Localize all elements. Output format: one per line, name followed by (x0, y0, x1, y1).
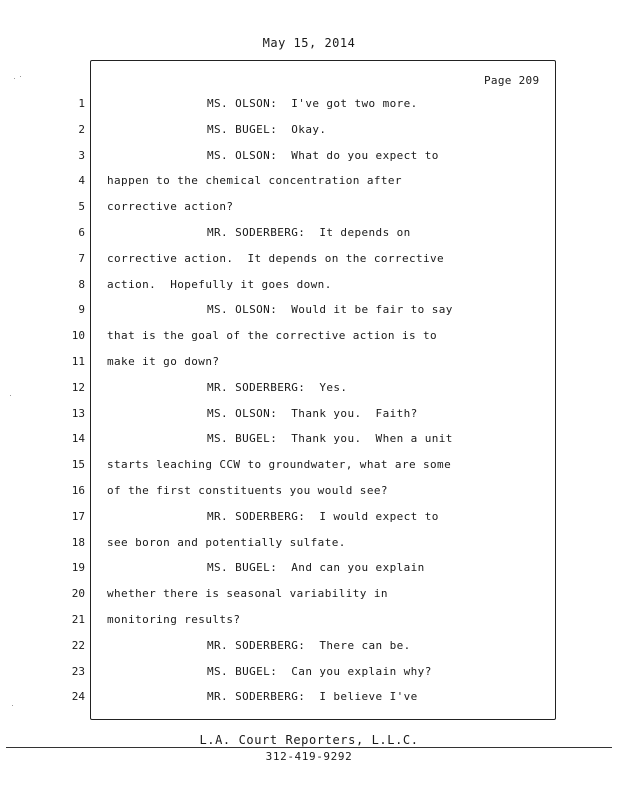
line-number: 6 (78, 226, 85, 239)
line-number: 9 (78, 303, 85, 316)
transcript-line-text: MR. SODERBERG: It depends on (207, 226, 411, 239)
transcript-line-text: MS. OLSON: Thank you. Faith? (207, 407, 418, 420)
line-number: 10 (71, 329, 85, 342)
transcript-line-text: that is the goal of the corrective action is to (107, 329, 438, 342)
line-number: 21 (71, 613, 85, 626)
transcript-line-text: MR. SODERBERG: I believe I've (207, 690, 418, 703)
scan-speck (12, 705, 13, 706)
scan-speck (10, 395, 11, 396)
transcript-line-text: MS. BUGEL: Okay. (207, 123, 327, 136)
transcript-line-text: whether there is seasonal variability in (107, 587, 388, 600)
transcript-line-text: MS. OLSON: Would it be fair to say (207, 303, 453, 316)
line-number: 24 (71, 690, 85, 703)
transcript-line-text: starts leaching CCW to groundwater, what are some (107, 458, 452, 471)
line-number: 4 (78, 174, 85, 187)
transcript-line-text: MS. BUGEL: Thank you. When a unit (207, 432, 453, 445)
line-number: 1 (78, 97, 85, 110)
transcript-line-text: of the first constituents you would see? (107, 484, 388, 497)
transcript-line-text: MR. SODERBERG: Yes. (207, 381, 348, 394)
line-number: 16 (71, 484, 85, 497)
line-number: 13 (71, 407, 85, 420)
transcript-line-text: corrective action. It depends on the corrective (107, 252, 445, 265)
line-number: 2 (78, 123, 85, 136)
line-number: 8 (78, 278, 85, 291)
footer-phone: 312-419-9292 (265, 750, 353, 763)
page-number-label: Page 209 (484, 74, 540, 87)
line-number: 12 (71, 381, 85, 394)
line-number: 19 (71, 561, 85, 574)
footer-company: L.A. Court Reporters, L.L.C. (199, 733, 419, 747)
line-number: 3 (78, 149, 85, 162)
line-number: 22 (71, 639, 85, 652)
scan-speck (14, 78, 15, 79)
line-number: 11 (71, 355, 85, 368)
page-date-header: May 15, 2014 (262, 36, 356, 50)
transcript-line-text: happen to the chemical concentration after (107, 174, 402, 187)
line-number: 7 (78, 252, 85, 265)
line-number: 15 (71, 458, 85, 471)
transcript-line-text: see boron and potentially sulfate. (107, 536, 346, 549)
transcript-line-text: MR. SODERBERG: There can be. (207, 639, 411, 652)
scan-speck (20, 76, 21, 77)
transcript-line-text: action. Hopefully it goes down. (107, 278, 332, 291)
transcript-line-text: MS. OLSON: What do you expect to (207, 149, 439, 162)
transcript-line-text: corrective action? (107, 200, 234, 213)
transcript-line-text: make it go down? (107, 355, 220, 368)
line-number: 20 (71, 587, 85, 600)
transcript-line-text: MS. BUGEL: Can you explain why? (207, 665, 432, 678)
transcript-line-text: monitoring results? (107, 613, 241, 626)
line-number: 23 (71, 665, 85, 678)
transcript-line-text: MS. OLSON: I've got two more. (207, 97, 418, 110)
line-number: 5 (78, 200, 85, 213)
line-number: 18 (71, 536, 85, 549)
transcript-line-text: MR. SODERBERG: I would expect to (207, 510, 439, 523)
line-number: 17 (71, 510, 85, 523)
line-number: 14 (71, 432, 85, 445)
transcript-line-text: MS. BUGEL: And can you explain (207, 561, 425, 574)
footer-divider (6, 747, 612, 748)
